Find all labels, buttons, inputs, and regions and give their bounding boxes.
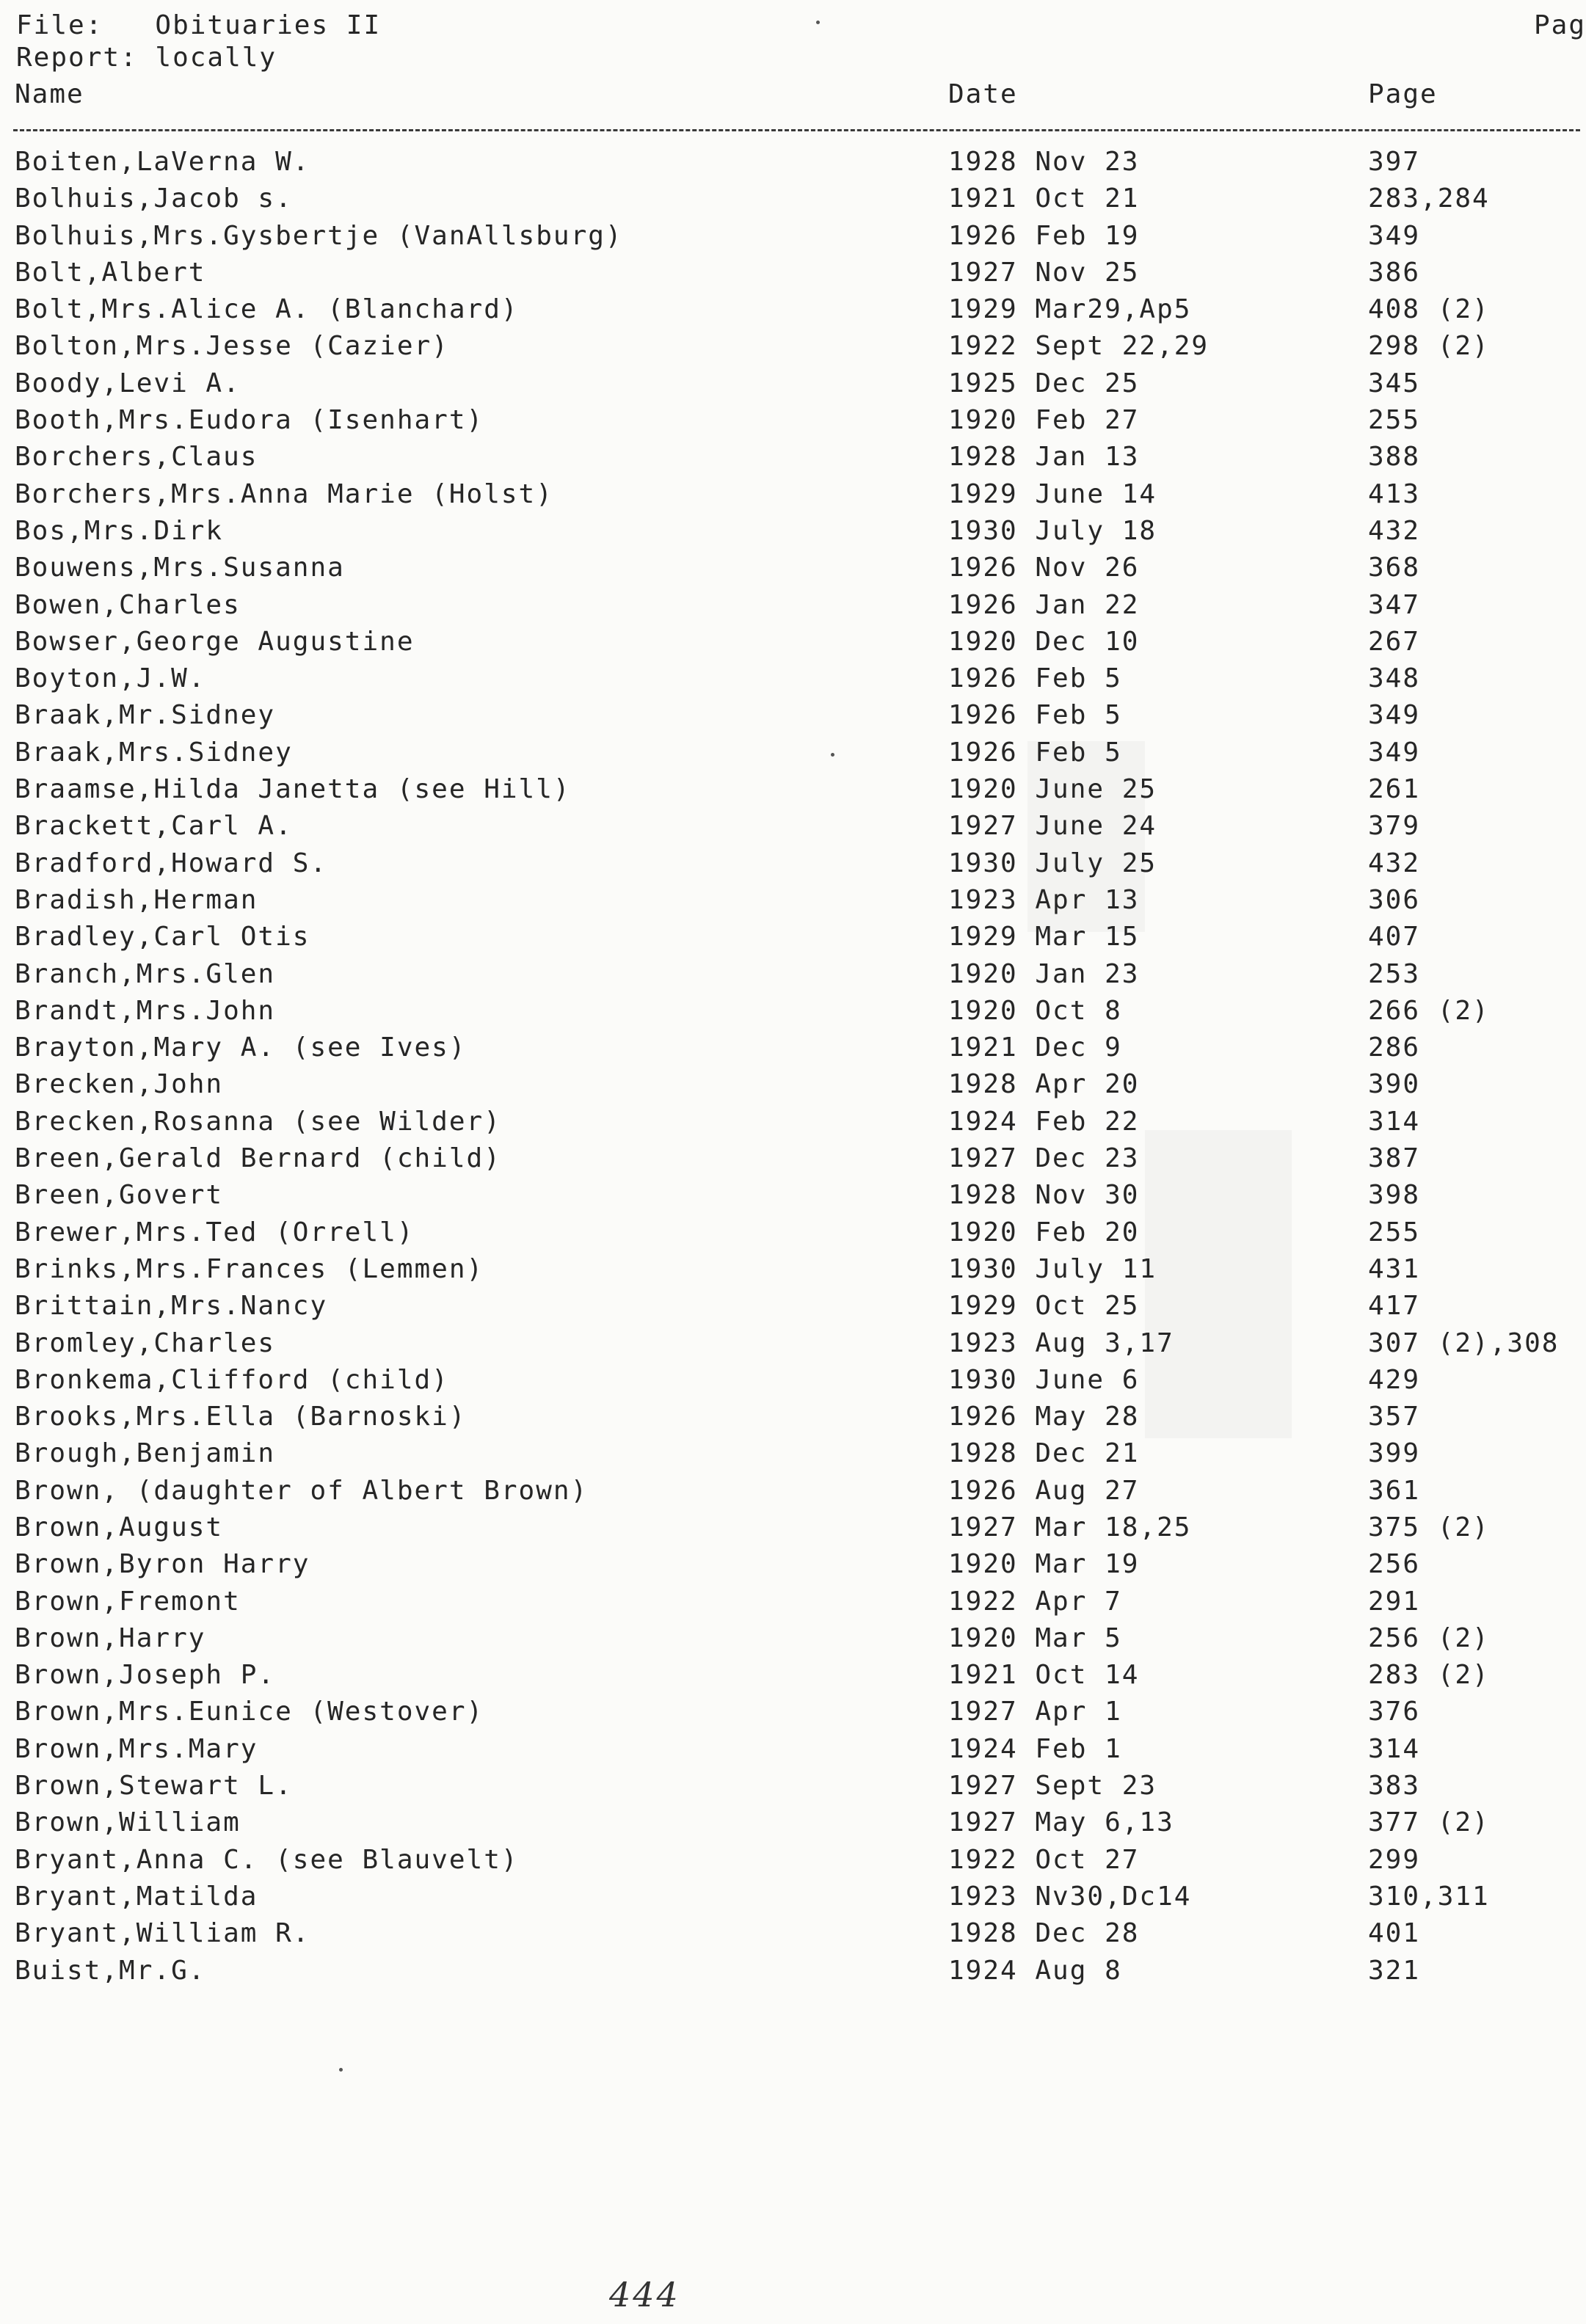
- row-date: 1922 Sept 22,29: [948, 331, 1209, 362]
- row-name: Borchers,Mrs.Anna Marie (Holst): [15, 478, 553, 509]
- row-name: Braamse,Hilda Janetta (see Hill): [15, 774, 571, 805]
- table-row: [0, 1328, 1580, 1365]
- table-row: [0, 479, 1580, 516]
- row-page: 255: [1368, 405, 1421, 436]
- page-label-cut: Pag: [1534, 10, 1586, 40]
- row-name: Bronkema,Clifford (child): [15, 1364, 449, 1395]
- row-name: Brown,August: [15, 1512, 224, 1542]
- table-row: [0, 996, 1580, 1032]
- table-row: [0, 442, 1580, 478]
- row-page: 387: [1368, 1143, 1421, 1174]
- row-name: Brandt,Mrs.John: [15, 995, 276, 1026]
- row-page: 376: [1368, 1697, 1421, 1727]
- row-date: 1927 June 24: [948, 811, 1157, 842]
- row-page: 349: [1368, 700, 1421, 731]
- row-page: 413: [1368, 478, 1421, 509]
- table-row: [0, 1734, 1580, 1771]
- speck: [816, 21, 820, 24]
- table-row: [0, 848, 1580, 885]
- row-date: 1924 Feb 22: [948, 1106, 1140, 1137]
- row-page: 386: [1368, 257, 1421, 288]
- row-name: Bouwens,Mrs.Susanna: [15, 553, 345, 583]
- row-name: Brown, (daughter of Albert Brown): [15, 1475, 589, 1506]
- table-row: [0, 294, 1580, 331]
- table-row: [0, 1365, 1580, 1402]
- table-row: [0, 1587, 1580, 1623]
- row-page: 256: [1368, 1549, 1421, 1580]
- row-date: 1927 Apr 1: [948, 1697, 1122, 1727]
- table-row: [0, 1882, 1580, 1918]
- row-name: Brown,Mrs.Eunice (Westover): [15, 1697, 484, 1727]
- row-date: 1928 Nov 30: [948, 1180, 1140, 1211]
- row-page: 399: [1368, 1438, 1421, 1469]
- row-date: 1921 Dec 9: [948, 1032, 1122, 1063]
- row-date: 1928 Nov 23: [948, 147, 1140, 177]
- row-name: Brown,William: [15, 1807, 241, 1838]
- row-page: 347: [1368, 589, 1421, 620]
- row-page: 390: [1368, 1069, 1421, 1100]
- row-date: 1921 Oct 21: [948, 183, 1140, 214]
- row-date: 1925 Dec 25: [948, 368, 1140, 398]
- table-row: [0, 885, 1580, 922]
- row-date: 1920 Mar 19: [948, 1549, 1140, 1580]
- row-name: Brayton,Mary A. (see Ives): [15, 1032, 467, 1063]
- row-date: 1920 Dec 10: [948, 626, 1140, 657]
- row-page: 401: [1368, 1918, 1421, 1949]
- table-row: [0, 1918, 1580, 1955]
- row-page: 267: [1368, 626, 1421, 657]
- row-date: 1926 May 28: [948, 1402, 1140, 1432]
- row-date: 1920 Oct 8: [948, 995, 1122, 1026]
- table-row: [0, 1771, 1580, 1807]
- row-page: 310,311: [1368, 1881, 1490, 1912]
- table-row: [0, 700, 1580, 737]
- row-name: Bowser,George Augustine: [15, 626, 415, 657]
- table-row: [0, 1291, 1580, 1327]
- row-date: 1920 Mar 5: [948, 1622, 1122, 1653]
- row-date: 1923 Aug 3,17: [948, 1327, 1174, 1358]
- column-header-page: Page: [1368, 79, 1438, 109]
- row-name: Bryant,Matilda: [15, 1881, 258, 1912]
- row-page: 266 (2): [1368, 995, 1490, 1026]
- row-page: 429: [1368, 1364, 1421, 1395]
- row-date: 1929 Mar29,Ap5: [948, 294, 1192, 325]
- table-row: [0, 183, 1580, 220]
- row-page: 255: [1368, 1217, 1421, 1247]
- table-row: [0, 922, 1580, 958]
- row-page: 375 (2): [1368, 1512, 1490, 1542]
- row-date: 1930 July 18: [948, 515, 1157, 546]
- row-name: Bolhuis,Jacob s.: [15, 183, 293, 214]
- row-page: 298 (2): [1368, 331, 1490, 362]
- row-name: Bradford,Howard S.: [15, 848, 328, 878]
- row-page: 314: [1368, 1733, 1421, 1764]
- row-name: Booth,Mrs.Eudora (Isenhart): [15, 405, 484, 436]
- table-row: [0, 1069, 1580, 1106]
- row-name: Buist,Mr.G.: [15, 1955, 206, 1986]
- speck: [339, 2068, 343, 2072]
- row-date: 1926 Feb 19: [948, 220, 1140, 251]
- row-page: 361: [1368, 1475, 1421, 1506]
- table-row: [0, 1217, 1580, 1254]
- row-date: 1920 Feb 20: [948, 1217, 1140, 1247]
- row-page: 299: [1368, 1844, 1421, 1875]
- row-page: 306: [1368, 884, 1421, 915]
- row-name: Bos,Mrs.Dirk: [15, 515, 224, 546]
- row-page: 349: [1368, 220, 1421, 251]
- row-page: 283 (2): [1368, 1660, 1490, 1691]
- table-row: [0, 221, 1580, 258]
- table-row: [0, 1956, 1580, 1992]
- table-row: [0, 1807, 1580, 1844]
- column-header-name: Name: [15, 79, 84, 109]
- table-row: [0, 1402, 1580, 1438]
- header-divider: [13, 129, 1580, 131]
- table-row: [0, 553, 1580, 589]
- row-date: 1928 Dec 21: [948, 1438, 1140, 1469]
- row-name: Braak,Mrs.Sidney: [15, 737, 293, 768]
- table-row: [0, 1660, 1580, 1697]
- row-name: Breen,Govert: [15, 1180, 224, 1211]
- table-row: [0, 737, 1580, 774]
- row-page: 307 (2),308: [1368, 1327, 1560, 1358]
- row-page: 368: [1368, 553, 1421, 583]
- table-row: [0, 1254, 1580, 1291]
- table-row: [0, 147, 1580, 183]
- table-row: [0, 1180, 1580, 1217]
- row-page: 417: [1368, 1291, 1421, 1322]
- row-name: Brinks,Mrs.Frances (Lemmen): [15, 1253, 484, 1284]
- row-name: Brown,Fremont: [15, 1586, 241, 1617]
- row-page: 383: [1368, 1771, 1421, 1802]
- row-date: 1923 Apr 13: [948, 884, 1140, 915]
- table-row: [0, 811, 1580, 848]
- row-date: 1928 Jan 13: [948, 442, 1140, 473]
- row-date: 1926 Feb 5: [948, 737, 1122, 768]
- row-page: 407: [1368, 922, 1421, 952]
- row-name: Bryant,Anna C. (see Blauvelt): [15, 1844, 519, 1875]
- row-date: 1921 Oct 14: [948, 1660, 1140, 1691]
- table-row: [0, 1476, 1580, 1512]
- row-date: 1926 Aug 27: [948, 1475, 1140, 1506]
- row-date: 1927 Mar 18,25: [948, 1512, 1192, 1542]
- column-header-date: Date: [948, 79, 1018, 109]
- row-name: Brown,Stewart L.: [15, 1771, 293, 1802]
- row-date: 1930 July 11: [948, 1253, 1157, 1284]
- row-page: 345: [1368, 368, 1421, 398]
- row-name: Bolt,Albert: [15, 257, 206, 288]
- row-date: 1924 Aug 8: [948, 1955, 1122, 1986]
- row-page: 349: [1368, 737, 1421, 768]
- row-name: Brewer,Mrs.Ted (Orrell): [15, 1217, 415, 1247]
- table-row: [0, 1697, 1580, 1733]
- row-page: 432: [1368, 515, 1421, 546]
- table-row: [0, 959, 1580, 996]
- row-date: 1928 Dec 28: [948, 1918, 1140, 1949]
- row-page: 397: [1368, 147, 1421, 177]
- row-page: 379: [1368, 811, 1421, 842]
- row-name: Brown,Harry: [15, 1622, 206, 1653]
- row-name: Boyton,J.W.: [15, 663, 206, 694]
- row-name: Brown,Mrs.Mary: [15, 1733, 258, 1764]
- row-date: 1926 Nov 26: [948, 553, 1140, 583]
- row-date: 1922 Apr 7: [948, 1586, 1122, 1617]
- row-name: Bolhuis,Mrs.Gysbertje (VanAllsburg): [15, 220, 623, 251]
- row-date: 1926 Jan 22: [948, 589, 1140, 620]
- row-page: 377 (2): [1368, 1807, 1490, 1838]
- row-page: 256 (2): [1368, 1622, 1490, 1653]
- table-row: [0, 368, 1580, 405]
- row-date: 1927 Dec 23: [948, 1143, 1140, 1174]
- row-name: Borchers,Claus: [15, 442, 258, 473]
- row-date: 1929 June 14: [948, 478, 1157, 509]
- table-row: [0, 1623, 1580, 1660]
- row-name: Brecken,Rosanna (see Wilder): [15, 1106, 501, 1137]
- table-row: [0, 774, 1580, 811]
- row-name: Bolton,Mrs.Jesse (Cazier): [15, 331, 449, 362]
- row-page: 432: [1368, 848, 1421, 878]
- row-page: 388: [1368, 442, 1421, 473]
- row-name: Brown,Joseph P.: [15, 1660, 276, 1691]
- row-page: 321: [1368, 1955, 1421, 1986]
- row-name: Branch,Mrs.Glen: [15, 958, 276, 989]
- row-date: 1929 Mar 15: [948, 922, 1140, 952]
- row-page: 408 (2): [1368, 294, 1490, 325]
- row-name: Bryant,William R.: [15, 1918, 310, 1949]
- row-page: 357: [1368, 1402, 1421, 1432]
- row-name: Brackett,Carl A.: [15, 811, 293, 842]
- row-page: 286: [1368, 1032, 1421, 1063]
- table-row: [0, 1845, 1580, 1882]
- row-page: 431: [1368, 1253, 1421, 1284]
- row-date: 1920 June 25: [948, 774, 1157, 805]
- obituary-list: [0, 147, 1580, 1992]
- row-name: Bradley,Carl Otis: [15, 922, 310, 952]
- row-name: Brough,Benjamin: [15, 1438, 276, 1469]
- row-date: 1926 Feb 5: [948, 700, 1122, 731]
- report-line: Report: locally: [16, 43, 277, 73]
- row-date: 1924 Feb 1: [948, 1733, 1122, 1764]
- handwritten-page-number: 444: [609, 2275, 680, 2314]
- row-page: 283,284: [1368, 183, 1490, 214]
- row-page: 348: [1368, 663, 1421, 694]
- row-name: Breen,Gerald Bernard (child): [15, 1143, 501, 1174]
- table-row: [0, 1143, 1580, 1180]
- table-row: [0, 663, 1580, 700]
- row-page: 314: [1368, 1106, 1421, 1137]
- row-name: Braak,Mr.Sidney: [15, 700, 276, 731]
- file-line: File: Obituaries II: [16, 10, 382, 40]
- row-page: 253: [1368, 958, 1421, 989]
- speck: [831, 753, 834, 757]
- table-row: [0, 516, 1580, 553]
- row-date: 1927 May 6,13: [948, 1807, 1174, 1838]
- row-name: Bradish,Herman: [15, 884, 258, 915]
- table-row: [0, 1107, 1580, 1143]
- row-date: 1926 Feb 5: [948, 663, 1122, 694]
- row-name: Bowen,Charles: [15, 589, 241, 620]
- row-name: Brown,Byron Harry: [15, 1549, 310, 1580]
- row-name: Brittain,Mrs.Nancy: [15, 1291, 328, 1322]
- row-name: Boiten,LaVerna W.: [15, 147, 310, 177]
- row-date: 1922 Oct 27: [948, 1844, 1140, 1875]
- row-name: Boody,Levi A.: [15, 368, 241, 398]
- row-name: Bolt,Mrs.Alice A. (Blanchard): [15, 294, 519, 325]
- table-row: [0, 258, 1580, 294]
- row-name: Brooks,Mrs.Ella (Barnoski): [15, 1402, 467, 1432]
- table-row: [0, 590, 1580, 627]
- row-page: 398: [1368, 1180, 1421, 1211]
- row-date: 1923 Nv30,Dc14: [948, 1881, 1192, 1912]
- row-date: 1927 Sept 23: [948, 1771, 1157, 1802]
- table-row: [0, 1032, 1580, 1069]
- table-row: [0, 1549, 1580, 1586]
- table-row: [0, 405, 1580, 442]
- row-name: Bromley,Charles: [15, 1327, 276, 1358]
- table-row: [0, 1438, 1580, 1475]
- table-row: [0, 627, 1580, 663]
- table-row: [0, 331, 1580, 368]
- row-date: 1928 Apr 20: [948, 1069, 1140, 1100]
- table-row: [0, 1512, 1580, 1549]
- row-date: 1929 Oct 25: [948, 1291, 1140, 1322]
- row-page: 291: [1368, 1586, 1421, 1617]
- row-date: 1930 July 25: [948, 848, 1157, 878]
- row-name: Brecken,John: [15, 1069, 224, 1100]
- row-page: 261: [1368, 774, 1421, 805]
- row-date: 1930 June 6: [948, 1364, 1140, 1395]
- row-date: 1927 Nov 25: [948, 257, 1140, 288]
- row-date: 1920 Feb 27: [948, 405, 1140, 436]
- row-date: 1920 Jan 23: [948, 958, 1140, 989]
